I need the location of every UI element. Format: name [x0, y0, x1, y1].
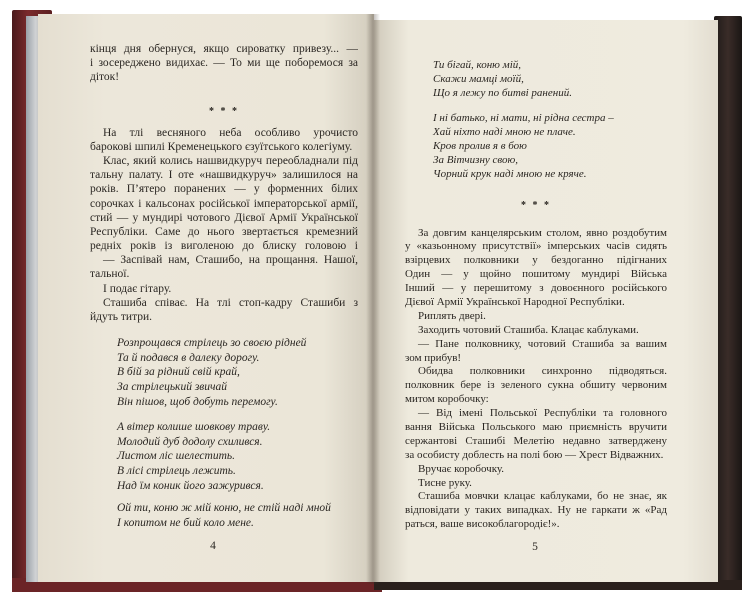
text-line: Риплять двері. — [418, 309, 486, 322]
poem-line: Що я лежу по битві ранений. — [433, 87, 572, 100]
text-line: Інший — у перешитому з довоєнного російського — [405, 282, 667, 295]
text-line: і зосереджено видихає. — То ми ще поборемося за — [90, 57, 358, 70]
text-line: Дієвої Армії Української Народної Республіки. — [405, 295, 625, 308]
text-line: відповідати у таких випадках. Ну не гаркати ж «Рад — [405, 504, 667, 517]
text-line: раться, ваше високоблагородіє!». — [405, 518, 560, 531]
left-page-text — [90, 42, 358, 530]
text-line: Клас, який колись нашвидкуруч переобладнали під — [103, 154, 358, 167]
opening-paragraph — [90, 42, 358, 85]
poem-line: Ой ти, коню ж мій коню, не стій наді мной — [117, 502, 331, 515]
text-line: діток! — [90, 71, 120, 84]
text-line: Республіки. Саме до нього звертається кремезний — [90, 225, 358, 238]
text-line: Один — у щойно пошитому мундирі Війська — [405, 268, 667, 281]
poem-line: В лісі стрілець лежить. — [117, 464, 236, 477]
poem-line: Ти бігай, коню мій, — [433, 59, 521, 71]
text-line: тальної. — [90, 268, 130, 281]
poem-stanza — [117, 336, 358, 409]
page-number-left: 4 — [210, 540, 216, 552]
poem-line: Скажи мамці моїй, — [433, 73, 524, 86]
text-line: Сташиба мовчки клацає каблуками, бо не знає, як — [418, 490, 667, 503]
text-line: за особисту доблесть на полі бою — Хрест Відважних. — [405, 448, 664, 461]
poem-stanza — [433, 58, 667, 101]
text-line: — Від імені Польської Республіки та головного — [418, 407, 667, 420]
poem-line: Листом ліс шелестить. — [117, 450, 235, 463]
text-line: років. П’ятеро поранених — у форменних білих — [90, 183, 358, 196]
right-page-text — [405, 58, 667, 532]
poem-line: Розпрощався стрілець зо своєю рідней — [117, 337, 307, 350]
text-line: Обидва полковники синхронно підводяться. — [418, 365, 667, 378]
text-line: — Заспівай нам, Сташибо, на прощання. Нашої, — [103, 254, 358, 267]
text-line: Заходить чотовий Сташиба. Клацає каблуками. — [418, 323, 639, 336]
text-line: сорочках і кальсонах російської імператорської армії, — [90, 197, 358, 210]
text-line: Сташиба співає. На тлі стоп-кадру Сташиби з — [103, 296, 358, 309]
text-line: Вручає коробочку. — [418, 462, 505, 475]
poem-stanza — [117, 501, 358, 530]
text-line: полковник бере із зеленого сукна обшиту червоним — [405, 379, 667, 392]
text-line: За довгим канцелярським столом, явно роздобутим — [418, 226, 667, 239]
poem-line: А вітер колише шовкову траву. — [117, 421, 271, 434]
text-line: взірцевих полковники у бездоганно підігнаних — [405, 254, 667, 267]
text-line: йдуть титри. — [90, 311, 153, 323]
section-separator: * * * — [521, 199, 551, 211]
text-line: Тисне руку. — [418, 476, 472, 489]
text-line: сержантові Сташибі Мелетію недавно затверджену — [405, 434, 667, 447]
poem-line: Та й подався в далеку дорогу. — [117, 351, 260, 364]
book-cover-right — [714, 16, 742, 590]
poem-line: Чорний крук наді мною не кряче. — [433, 168, 587, 181]
page-number-right: 5 — [532, 541, 538, 553]
text-line: кінця дня обернуся, якщо сироватку привезу... — — [90, 43, 358, 55]
text-line: вання Війська Польського маю приємність вручити — [405, 420, 667, 433]
text-line: — Пане полковнику, чотовий Сташиба за вашим — [418, 337, 667, 350]
text-line: барокові шпилі Кременецького єзуїтського колегіуму. — [90, 140, 353, 153]
section-separator: * * * — [209, 105, 239, 117]
text-line: зом прибув! — [405, 351, 462, 364]
text-line: стий — у мундирі чотового Дієвої Армії Української — [90, 211, 358, 224]
text-line: тальну палату. І оте «нашвидкуруч» залишилося на — [90, 169, 358, 182]
prose-block — [405, 227, 667, 533]
poem-line: За Вітчизну свою, — [433, 154, 519, 167]
book-gutter — [366, 14, 380, 584]
prose-block — [90, 126, 358, 325]
poem-stanza — [433, 111, 667, 182]
poem-line: Над їм коник його зажурився. — [117, 479, 264, 492]
text-line: редніх років із виголеною до блиску головою і — [90, 240, 358, 253]
poem-line: І копитом не бий коло мене. — [117, 516, 254, 529]
text-line: митом коробочку: — [405, 393, 489, 406]
poem-line: За стрілецький звичай — [117, 380, 228, 393]
text-line: І подає гітару. — [103, 282, 172, 295]
poem-stanza — [117, 420, 358, 493]
poem-line: В бій за рідний свій край, — [117, 366, 240, 379]
text-line: На тлі весняного неба особливо урочисто — [103, 126, 358, 139]
poem-line: Кров пролив я в бою — [433, 139, 527, 152]
poem-line: Молодий дуб додолу схилився. — [117, 435, 263, 448]
poem-line: Хай ніхто наді мною не плаче. — [433, 125, 576, 138]
text-line: у «казьонному присутствії» імперських часів сидять — [405, 240, 667, 253]
poem-line: Він пішов, щоб добуть перемогу. — [117, 395, 278, 408]
poem-line: І ні батько, ні мати, ні рідна сестра – — [433, 111, 614, 124]
